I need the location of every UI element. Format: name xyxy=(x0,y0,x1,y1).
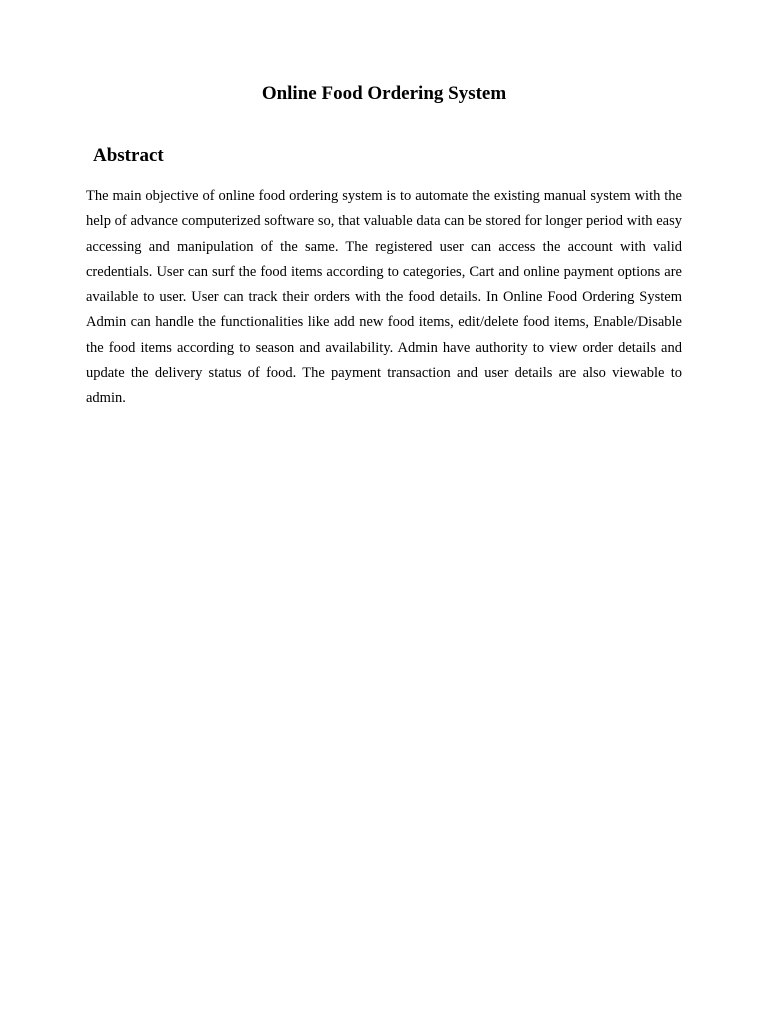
document-title: Online Food Ordering System xyxy=(261,83,507,104)
abstract-paragraph: The main objective of online food ordering system is to automate the existing manual system with the help of advance computerized software so, that valuable data can be stored for longer period with easy accessing and manipulation of the same. The registered user can access the account with valid credentials. User can surf the food items according to categories, Cart and online payment options are available to user. User can track their orders with the food details. In Online Food Ordering System Admin can handle the functionalities like add new food items, edit/delete food items, Enable/Disable the food items according to season and availability. Admin have authority to view order details and update the delivery status of food. The payment transaction and user details are also viewable to admin. xyxy=(86,188,682,407)
abstract-heading: Abstract xyxy=(93,145,164,166)
